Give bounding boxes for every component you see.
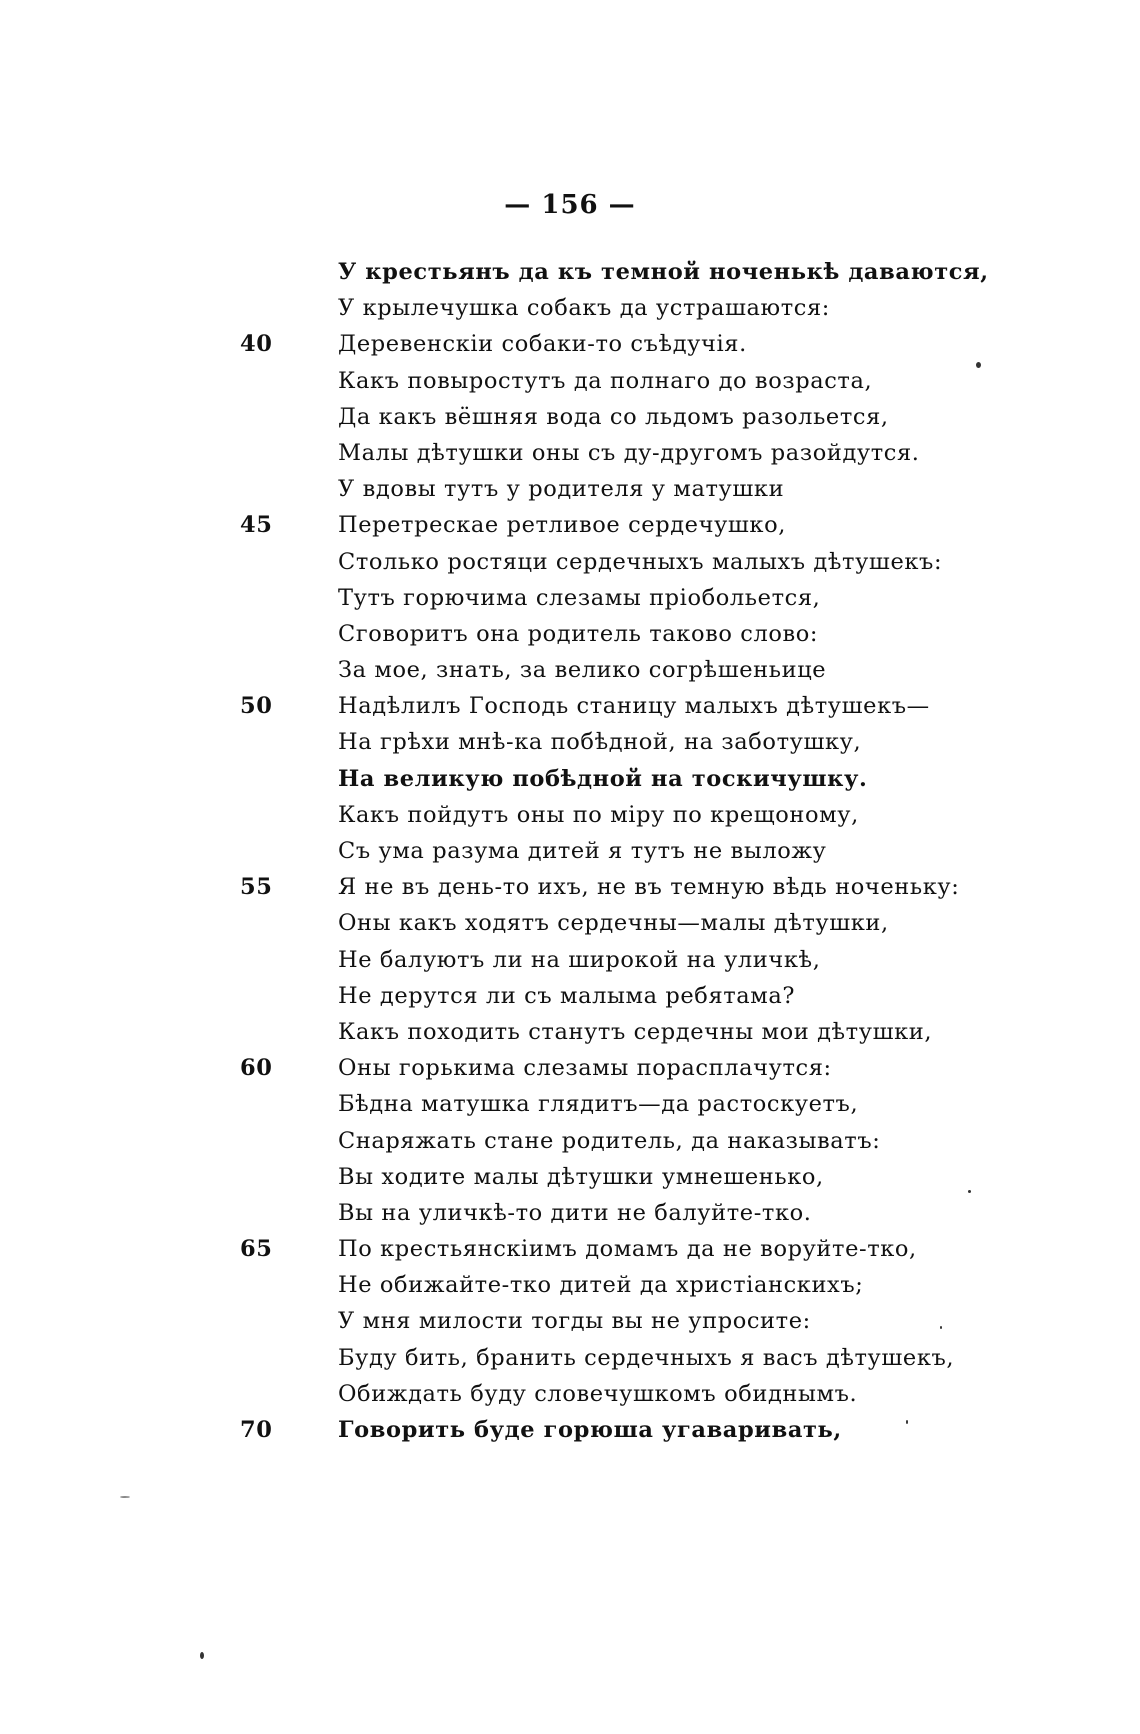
line-number: 55	[240, 874, 273, 901]
line-text: Бѣдна матушка глядитъ—да растоскуетъ,	[338, 1091, 859, 1118]
line-number: 65	[240, 1236, 273, 1263]
poem-line	[290, 905, 1010, 941]
poem-line	[240, 1050, 1010, 1086]
line-text: У мня милости тогды вы не упросите:	[338, 1308, 811, 1335]
scan-speck	[120, 1496, 130, 1498]
line-text: Да какъ вёшняя вода со льдомъ разольется,	[338, 403, 889, 430]
poem-line	[290, 1086, 1010, 1122]
poem-line	[290, 797, 1010, 833]
line-text: Говорить буде горюша угаваривать,	[338, 1417, 842, 1443]
line-number: 50	[240, 693, 273, 720]
line-text: Какъ походить станутъ сердечны мои дѣтушки,	[338, 1018, 933, 1045]
line-number: 40	[240, 331, 273, 358]
line-text: Оны горькима слезамы порасплачутся:	[338, 1055, 832, 1082]
line-text: У крестьянъ да къ темной ноченькѣ даваются,	[338, 259, 989, 285]
line-text: Снаряжать стане родитель, да наказыватъ:	[338, 1127, 881, 1154]
poem-line	[290, 652, 1010, 688]
line-number: 45	[240, 512, 273, 539]
scan-speck	[200, 1652, 204, 1659]
poem-line	[290, 724, 1010, 760]
line-text: Съ ума разума дитей я тутъ не выложу	[338, 838, 827, 864]
line-text: Сговоритъ она родитель таково слово:	[338, 620, 819, 647]
line-text: За мое, знать, за велико согрѣшеньице	[338, 657, 827, 684]
poem-line	[290, 435, 1010, 471]
line-text: У вдовы тутъ у родителя у матушки	[338, 476, 785, 503]
line-text: Тутъ горючима слезамы пріобольется,	[338, 584, 821, 611]
poem-line	[240, 326, 1010, 362]
line-text: На великую побѣдной на тоскичушку.	[338, 765, 868, 792]
poem-line	[290, 1123, 1010, 1159]
line-text: Вы на уличкѣ-то дити не балуйте-тко.	[338, 1199, 812, 1226]
line-text: На грѣхи мнѣ-ка побѣдной, на заботушку,	[338, 729, 862, 756]
line-text: Не балуютъ ли на широкой на уличкѣ,	[338, 946, 821, 973]
poem-line	[240, 688, 1010, 724]
poem-line	[290, 580, 1010, 616]
poem-line	[240, 1231, 1010, 1267]
line-text: Столько ростяци сердечныхъ малыхъ дѣтушекъ:	[338, 548, 943, 575]
poem-line	[290, 1340, 1010, 1376]
poem-line	[290, 1303, 1010, 1339]
line-text: Малы дѣтушки оны съ ду-другомъ разойдутся.	[338, 439, 920, 466]
poem-line	[240, 1412, 1010, 1448]
poem-line	[290, 1267, 1010, 1303]
line-text: Я не въ день-то ихъ, не въ темную вѣдь ноченьку:	[338, 874, 960, 901]
poem-line	[290, 833, 1010, 869]
line-text: Не дерутся ли съ малыма ребятама?	[338, 982, 796, 1009]
line-text: Перетрескае ретливое сердечушко,	[338, 512, 786, 539]
line-text: У крылечушка собакъ да устрашаются:	[338, 295, 830, 322]
poem-line	[290, 399, 1010, 435]
poem-line	[240, 869, 1010, 905]
poem-line	[290, 616, 1010, 652]
poem-line	[290, 1014, 1010, 1050]
poem-line	[290, 544, 1010, 580]
line-text: Не обижайте-тко дитей да христіанскихъ;	[338, 1272, 864, 1299]
poem-line	[290, 471, 1010, 507]
line-text: Деревенскіи собаки-то съѣдучія.	[338, 331, 747, 358]
poem-line	[290, 761, 1010, 797]
line-text: Вы ходите малы дѣтушки умнешенько,	[338, 1163, 824, 1190]
line-text: Буду бить, бранить сердечныхъ я васъ дѣтушекъ,	[338, 1344, 955, 1371]
poem-line	[290, 942, 1010, 978]
poem-text	[240, 254, 1010, 1448]
poem-line	[290, 290, 1010, 326]
scan-speck	[976, 362, 981, 368]
poem-line	[290, 1195, 1010, 1231]
poem-line	[290, 978, 1010, 1014]
line-text: Какъ повыростутъ да полнаго до возраста,	[338, 367, 873, 394]
line-text: Оны какъ ходятъ сердечны—малы дѣтушки,	[338, 910, 889, 937]
scan-speck	[906, 1420, 908, 1424]
line-number: 70	[240, 1417, 273, 1443]
line-text: Надѣлилъ Господь станицу малыхъ дѣтушекъ—	[338, 693, 930, 720]
poem-line	[290, 1159, 1010, 1195]
poem-line	[240, 507, 1010, 543]
page-number: — 156 —	[504, 190, 636, 220]
poem-line	[290, 363, 1010, 399]
line-text: По крестьянскіимъ домамъ да не воруйте-тко,	[338, 1236, 917, 1263]
line-text: Какъ пойдутъ оны по міру по крещоному,	[338, 801, 859, 828]
line-number: 60	[240, 1055, 273, 1082]
poem-line	[290, 1376, 1010, 1412]
line-text: Обиждать буду словечушкомъ обиднымъ.	[338, 1380, 858, 1407]
poem-line	[290, 254, 1010, 290]
scan-speck	[940, 1326, 942, 1329]
scan-speck	[968, 1190, 971, 1193]
